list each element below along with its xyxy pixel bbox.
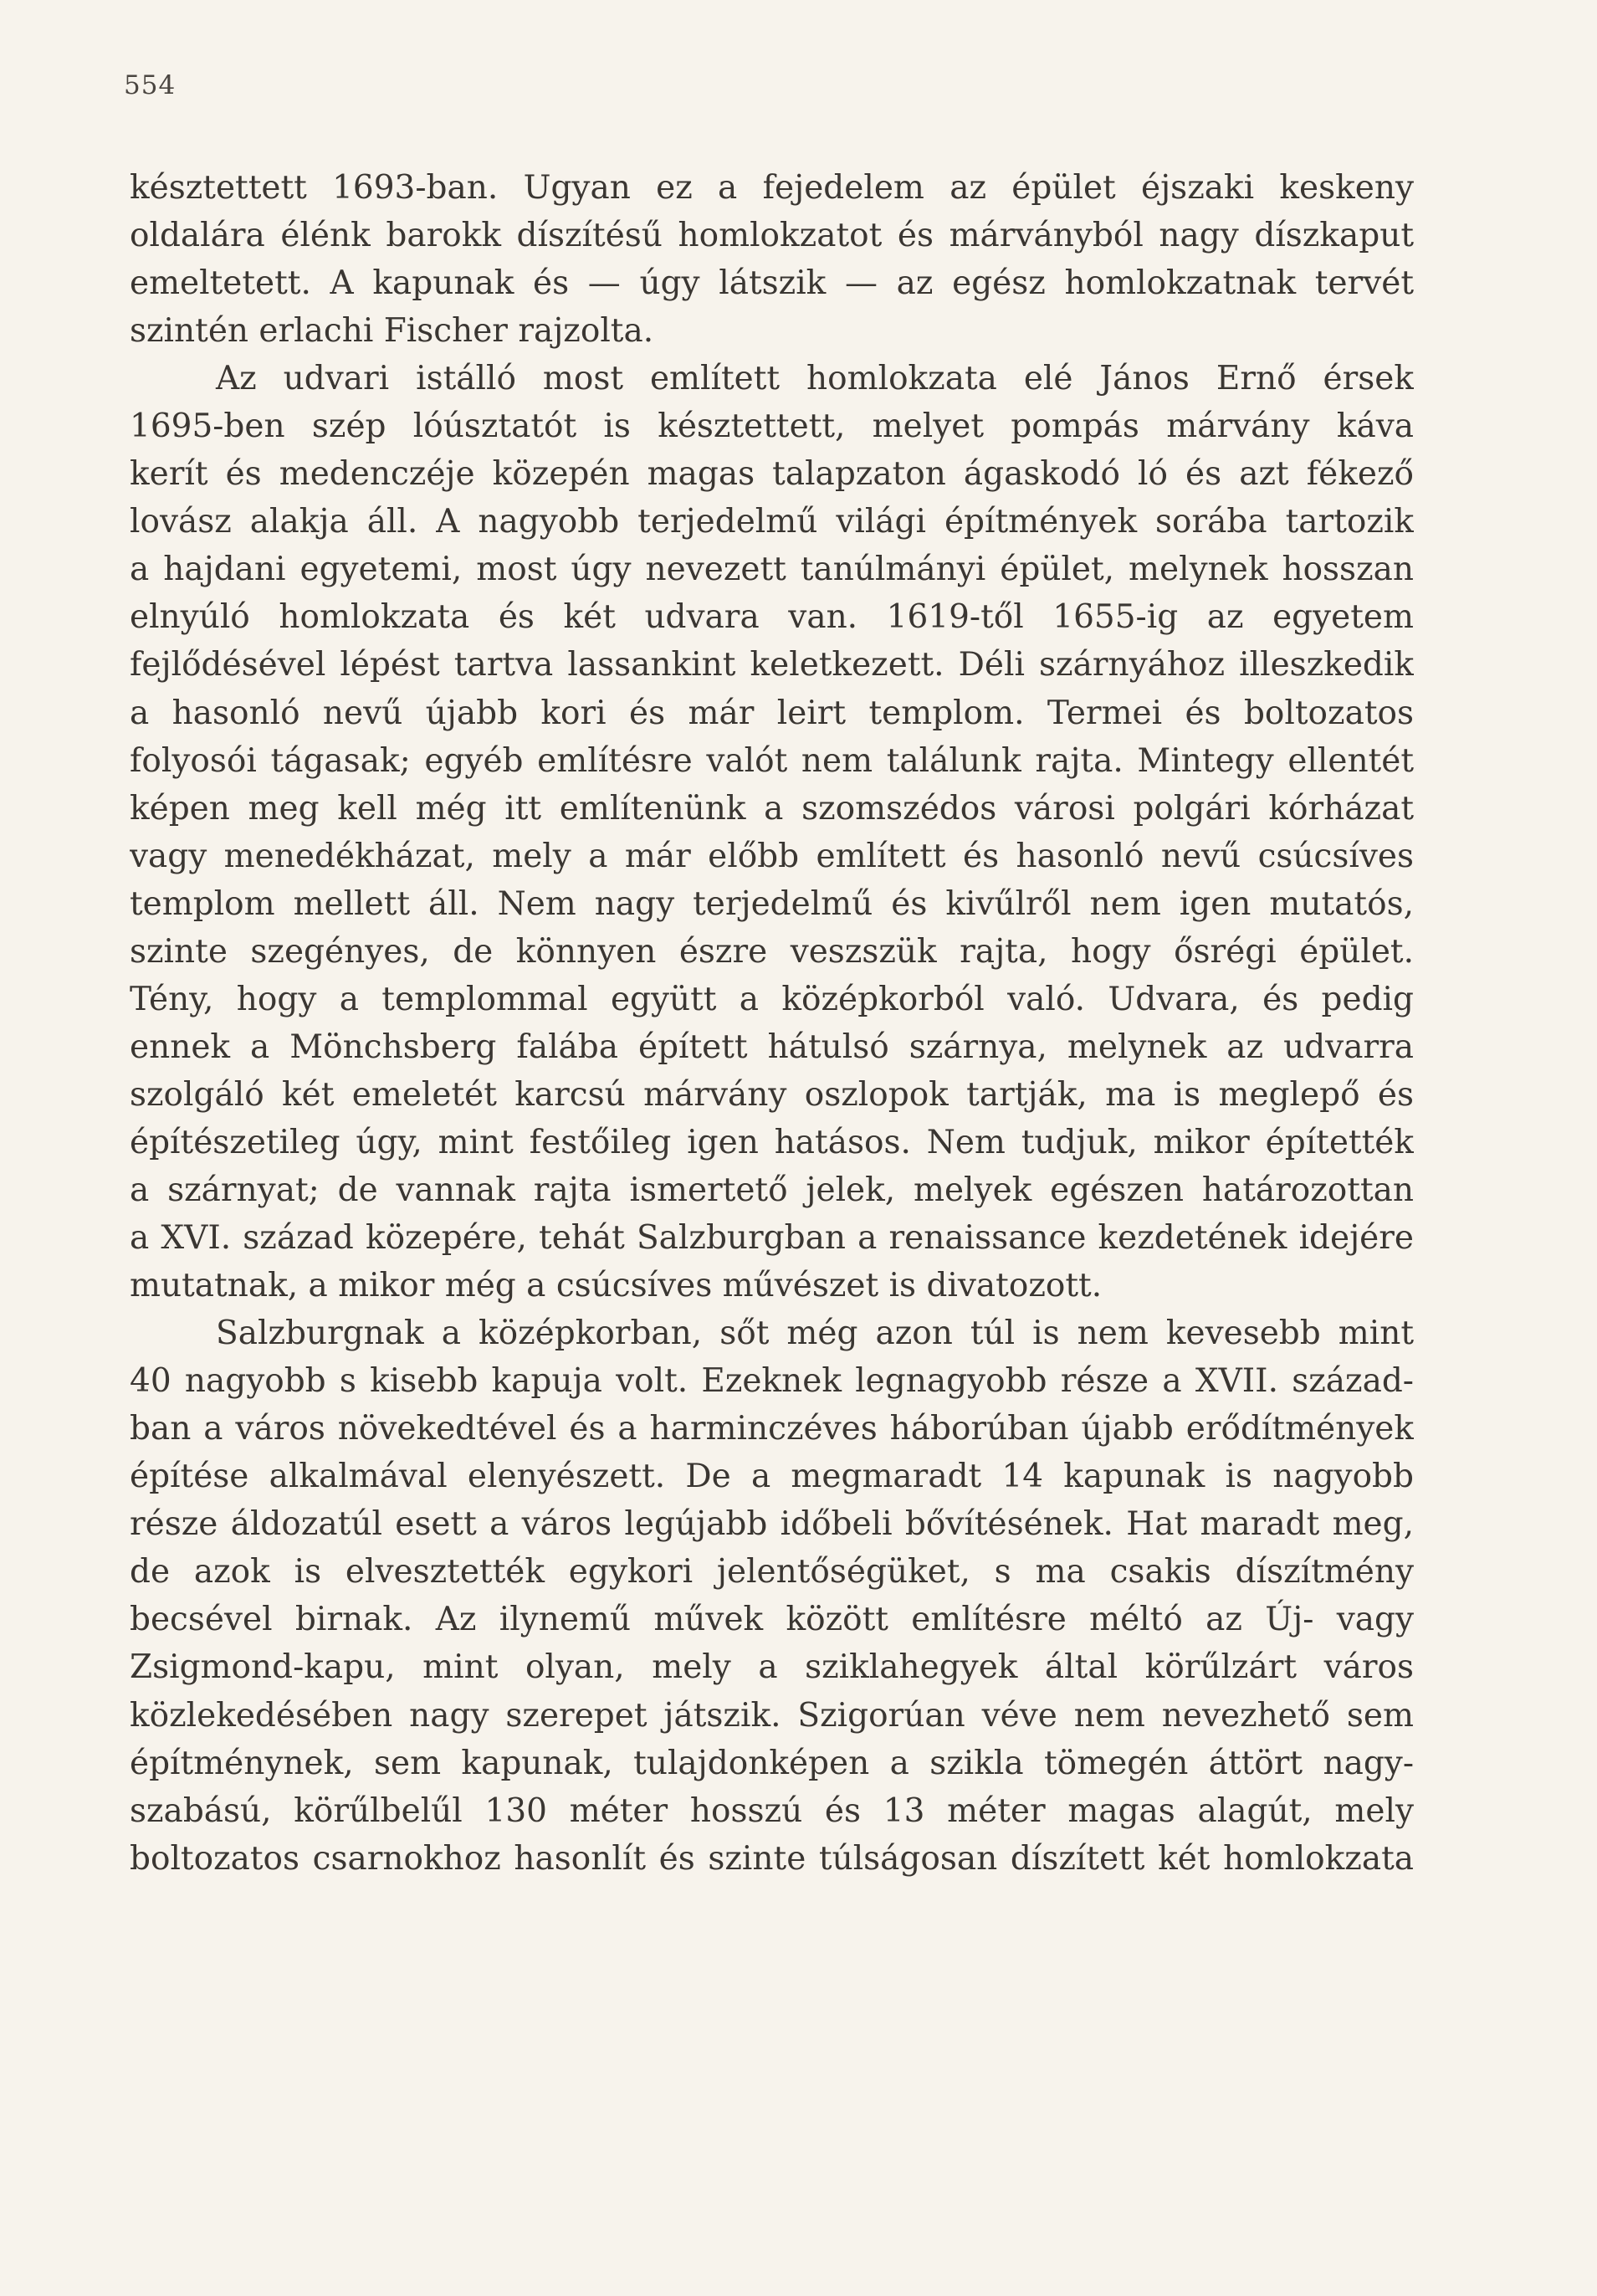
text-line: 40 nagyobb s kisebb kapuja volt. Ezeknek legnagyobb része a XVII. század-: [130, 1362, 1414, 1401]
text-line: képen meg kell még itt említenünk a szomszédos városi polgári kórházat: [130, 789, 1414, 828]
text-line: boltozatos csarnokhoz hasonlít és szinte túlságosan díszített két homlokzata: [130, 1839, 1414, 1878]
text-line: szintén erlachi Fischer rajzolta.: [130, 312, 654, 351]
text-line: emeltetett. A kapunak és — úgy látszik — az egész homlokzatnak tervét: [130, 264, 1414, 303]
text-line: elnyúló homlokzata és két udvara van. 1619-től 1655-ig az egyetem: [130, 598, 1414, 637]
body-text: [130, 164, 1414, 1883]
text-line: oldalára élénk barokk díszítésű homlokzatot és márványból nagy díszkaput: [130, 217, 1414, 255]
page-number: 554: [124, 70, 177, 100]
text-line: vagy menedékházat, mely a már előbb említett és hasonló nevű csúcsíves: [130, 837, 1414, 875]
text-line: szinte szegényes, de könnyen észre veszszük rajta, hogy ősrégi épület.: [130, 932, 1414, 971]
text-line: közlekedésében nagy szerepet játszik. Szigorúan véve nem nevezhető sem: [130, 1696, 1414, 1735]
text-line: ennek a Mönchsberg falába épített hátulsó szárnya, melynek az udvarra: [130, 1028, 1414, 1066]
text-line: 1695-ben szép lóúsztatót is késztettett, melyet pompás márvány káva: [130, 407, 1414, 446]
text-line: lovász alakja áll. A nagyobb terjedelmű világi építmények sorába tartozik: [130, 503, 1414, 541]
text-line: szabású, körűlbelűl 130 méter hosszú és 13 méter magas alagút, mely: [130, 1791, 1414, 1830]
text-line: a hajdani egyetemi, most úgy nevezett tanúlmányi épület, melynek hosszan: [130, 551, 1414, 589]
text-line: késztettett 1693-ban. Ugyan ez a fejedelem az épület éjszaki keskeny: [130, 169, 1414, 207]
text-line: Az udvari istálló most említett homlokzata elé János Ernő érsek: [216, 360, 1414, 398]
text-line: a hasonló nevű újabb kori és már leirt templom. Termei és boltozatos: [130, 694, 1414, 732]
text-line: folyosói tágasak; egyéb említésre valót nem találunk rajta. Mintegy ellentét: [130, 741, 1414, 780]
text-line: templom mellett áll. Nem nagy terjedelmű és kivűlről nem igen mutatós,: [130, 884, 1414, 923]
text-line: Zsigmond-kapu, mint olyan, mely a sziklahegyek által körűlzárt város: [130, 1648, 1414, 1687]
text-line: mutatnak, a mikor még a csúcsíves művészet is divatozott.: [130, 1267, 1103, 1305]
text-line: Salzburgnak a középkorban, sőt még azon túl is nem kevesebb mint: [216, 1315, 1414, 1353]
text-line: építése alkalmával elenyészett. De a megmaradt 14 kapunak is nagyobb: [130, 1458, 1414, 1496]
text-line: kerít és medenczéje közepén magas talapzaton ágaskodó ló és azt fékező: [130, 455, 1414, 494]
text-line: fejlődésével lépést tartva lassankint keletkezett. Déli szárnyához illeszkedik: [130, 646, 1414, 684]
text-line: de azok is elvesztették egykori jelentőségüket, s ma csakis díszítmény: [130, 1553, 1414, 1591]
text-line: a szárnyat; de vannak rajta ismertető jelek, melyek egészen határozottan: [130, 1171, 1414, 1209]
text-line: építménynek, sem kapunak, tulajdonképen a szikla tömegén áttört nagy-: [130, 1744, 1414, 1782]
text-line: építészetileg úgy, mint festőileg igen hatásos. Nem tudjuk, mikor építették: [130, 1123, 1414, 1161]
text-line: szolgáló két emeletét karcsú márvány oszlopok tartják, ma is meglepő és: [130, 1075, 1414, 1114]
text-line: becsével birnak. Az ilynemű művek között említésre méltó az Új- vagy: [130, 1601, 1414, 1639]
text-line: része áldozatúl esett a város legújabb időbeli bővítésének. Hat maradt meg,: [130, 1505, 1414, 1544]
text-line: a XVI. század közepére, tehát Salzburgban a renaissance kezdetének idejére: [130, 1219, 1414, 1258]
text-line: ban a város növekedtével és a harminczéves háborúban újabb erődítmények: [130, 1410, 1414, 1448]
text-line: Tény, hogy a templommal együtt a középkorból való. Udvara, és pedig: [130, 980, 1414, 1018]
